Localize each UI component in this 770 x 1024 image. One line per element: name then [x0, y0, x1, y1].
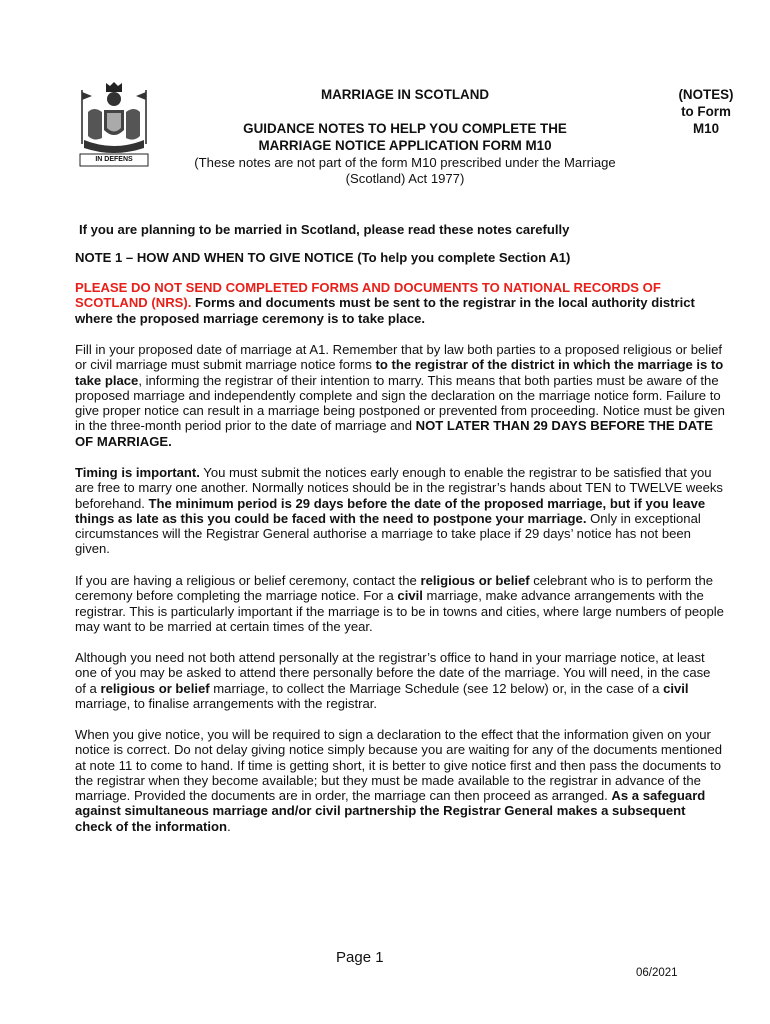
notes-label-line-1: (NOTES): [678, 87, 734, 102]
para3-text-2: celebrant who is to perform the ceremony before completing the marriage notice. For a: [75, 573, 714, 604]
document-subtitle: [160, 120, 650, 154]
revision-date: 06/2021: [636, 967, 678, 979]
paragraph-timing: [75, 465, 725, 557]
form-note-line-1: (These notes are not part of the form M10 prescribed under the Marriage: [194, 155, 616, 170]
notes-label: [668, 87, 744, 137]
note1-heading: NOTE 1 – HOW AND WHEN TO GIVE NOTICE (To help you complete Section A1): [75, 250, 571, 265]
para4-text-3: marriage, to finalise arrangements with the registrar.: [75, 695, 378, 711]
para1-text-2: , informing the registrar of their intention to marry. This means that both parties must be aware of the proposed marriage and independently complete and sign the declaration on the marriage notice form. Failure to give proper notice can result in a marriage being postponed or prevented from proceeding. Notice must be given in the three-month period prior to the date of marriage and: [75, 372, 725, 434]
para2-text-1: You must submit the notices early enough to enable the registrar to be satisfied that you are free to marry one another. Normally notices should be in the registrar’s hands about TEN to TWELVE weeks beforehand.: [75, 465, 723, 511]
royal-crest-logo: [74, 82, 158, 172]
para4-text-1: Although you need not both attend personally at the registrar’s office to hand in your marriage notice, at least one of you may be asked to attend there personally before the date of the marriage. You will need, in the case of a: [75, 650, 711, 696]
para5-text-1: When you give notice, you will be required to sign a declaration to the effect that the information given on your notice is correct. Do not delay giving notice simply because you are waiting for any of the documents mentioned at note 11 to come to hand. If time is getting short, it is better to give notice first and then pass the documents to the registrar when they become available; but they must be made available to the registrar in advance of the marriage. Provided the documents are in order, the marriage can then proceed as arranged.: [75, 727, 723, 804]
para5-bold-1: As a safeguard against simultaneous marriage and/or civil partnership the Registrar General makes a subsequent check of the information: [75, 788, 706, 834]
para4-text-2: marriage, to collect the Marriage Schedule (see 12 below) or, in the case of a: [209, 680, 664, 696]
intro-line: If you are planning to be married in Scotland, please read these notes carefully: [79, 222, 570, 237]
notes-label-line-3: M10: [692, 120, 720, 136]
para3-text-3: marriage, make advance arrangements with the registrar. This is particularly important if the marriage is to be in towns and cities, where large numbers of people may want to be married at certain times of the year.: [75, 588, 724, 634]
para5-text-2: .: [227, 818, 231, 834]
warning-bold-text: Forms and documents must be sent to the registrar in the local authority district where the proposed marriage ceremony is to take place.: [75, 295, 695, 326]
form-note: [160, 155, 650, 187]
subtitle-line-1: GUIDANCE NOTES TO HELP YOU COMPLETE THE: [243, 121, 567, 136]
warning-paragraph: [75, 280, 725, 326]
subtitle-line-2: MARRIAGE NOTICE APPLICATION FORM M10: [258, 138, 552, 153]
paragraph-declaration: [75, 727, 725, 834]
para3-bold-1: religious or belief: [420, 573, 530, 588]
warning-red-text: PLEASE DO NOT SEND COMPLETED FORMS AND DOCUMENTS TO NATIONAL RECORDS OF SCOTLAND (NRS).: [75, 280, 661, 311]
crest-motto: IN DEFENS: [95, 156, 133, 163]
para1-bold-2: NOT LATER THAN 29 DAYS BEFORE THE DATE OF MARRIAGE.: [75, 418, 713, 449]
para3-text-1: If you are having a religious or belief ceremony, contact the: [75, 573, 421, 588]
paragraph-attendance: [75, 650, 725, 711]
para2-text-2: Only in exceptional circumstances will the Registrar General authorise a marriage to take place if 29 days’ notice has not been given.: [75, 510, 701, 557]
document-title: MARRIAGE IN SCOTLAND: [320, 87, 490, 102]
para1-bold-1: to the registrar of the district in which the marriage is to take place: [75, 357, 724, 388]
page-number: Page 1: [336, 949, 384, 966]
notes-label-line-2: to Form: [681, 103, 731, 119]
para1-text-1: Fill in your proposed date of marriage at A1. Remember that by law both parties to a proposed religious or belief or civil marriage must submit marriage notice forms: [75, 342, 723, 373]
para4-bold-1: religious or belief: [100, 680, 210, 696]
paragraph-ceremony: [75, 573, 725, 634]
para2-bold-2: The minimum period is 29 days before the date of the proposed marriage, but if you leave things as late as this you could be faced with the need to postpone your marriage.: [75, 495, 706, 526]
para3-bold-2: civil: [397, 588, 423, 604]
paragraph-notice-date: [75, 342, 725, 449]
para2-bold-1: Timing is important.: [75, 465, 200, 480]
form-note-line-2: (Scotland) Act 1977): [345, 171, 465, 186]
para4-bold-2: civil: [663, 680, 689, 696]
